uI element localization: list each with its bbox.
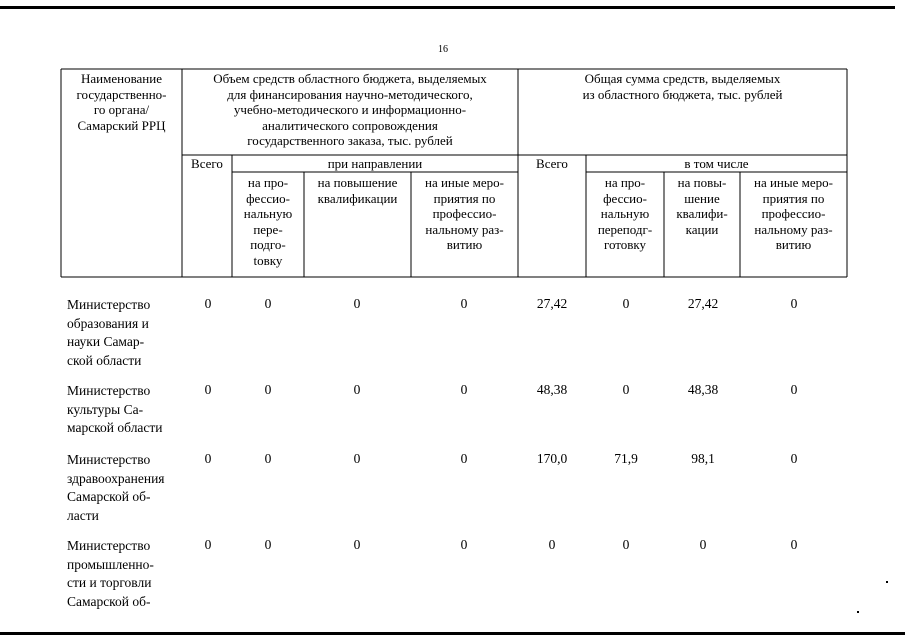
table-cell: 27,42 — [687, 296, 719, 311]
table-cell: 0 — [353, 451, 361, 466]
header-group-total-funds: Общая сумма средств, выделяемых из областного бюджета, тыс. рублей — [582, 71, 783, 102]
table-cell: 0 — [622, 537, 630, 552]
table-cell: 0 — [790, 451, 798, 466]
header-group-budget-support: Объем средств областного бюджета, выделяемых для финансирования научно-методического, учебно-методического и информационно- аналитического сопровождения государственного заказа, тыс. рублей — [213, 71, 487, 148]
table-cell: 0 — [204, 537, 212, 552]
table-cell: 0 — [353, 382, 361, 397]
table-cell: 0 — [699, 537, 707, 552]
table-cell: 0 — [460, 382, 468, 397]
header-retraining-left: на про- фессио- нальную пере- подго- tовку — [243, 175, 293, 268]
header-qualification-left: на повышение квалификации — [317, 175, 398, 206]
row-organ-name: Министерство промышленно- сти и торговли Самарской об- — [67, 538, 154, 609]
table-cell: 0 — [548, 537, 556, 552]
table-cell: 0 — [264, 451, 272, 466]
header-other-left: на иные меро- приятия по профессио- нальному раз- витию — [425, 175, 504, 252]
table-cell: 0 — [622, 382, 630, 397]
header-retraining-right: на про- фессио- нальную переподг- готовку — [597, 175, 653, 252]
page-number: 16 — [438, 44, 448, 55]
header-other-right: на иные меро- приятия по профессио- нальному раз- витию — [754, 175, 833, 252]
table-cell: 0 — [460, 537, 468, 552]
header-organ-name: Наименование государственно- го органа/ Самарский РРЦ — [76, 71, 167, 133]
table-cell: 0 — [790, 382, 798, 397]
table-cell: 0 — [204, 451, 212, 466]
table-cell: 0 — [264, 537, 272, 552]
table-cell: 0 — [264, 296, 272, 311]
header-total-right: Всего — [536, 156, 568, 171]
table-cell: 48,38 — [536, 382, 568, 397]
table-cell: 0 — [460, 296, 468, 311]
table-cell: 0 — [622, 296, 630, 311]
table-cell: 48,38 — [687, 382, 719, 397]
table-cell: 0 — [790, 296, 798, 311]
table-cell: 71,9 — [614, 451, 638, 466]
table-cell: 0 — [353, 537, 361, 552]
table-cell: 170,0 — [536, 451, 568, 466]
header-by-direction: при направлении — [327, 156, 423, 171]
table-cell: 0 — [790, 537, 798, 552]
row-organ-name: Министерство культуры Са- марской области — [67, 383, 163, 435]
table-cell: 0 — [204, 382, 212, 397]
row-organ-name: Министерство образования и науки Самар- ской области — [67, 297, 151, 368]
header-total-left: Всего — [191, 156, 223, 171]
table-cell: 0 — [353, 296, 361, 311]
row-organ-name: Министерство здравоохранения Самарской об- ласти — [67, 452, 165, 523]
table-cell: 0 — [264, 382, 272, 397]
table-cell: 98,1 — [691, 451, 715, 466]
bottom-rule — [0, 632, 905, 635]
scan-speck — [886, 581, 888, 583]
header-including: в том числе — [684, 156, 749, 171]
header-qualification-right: на повы- шение квалифи- кации — [676, 175, 728, 237]
scan-speck — [857, 611, 859, 613]
table-cell: 27,42 — [536, 296, 568, 311]
table-cell: 0 — [204, 296, 212, 311]
table-cell: 0 — [460, 451, 468, 466]
